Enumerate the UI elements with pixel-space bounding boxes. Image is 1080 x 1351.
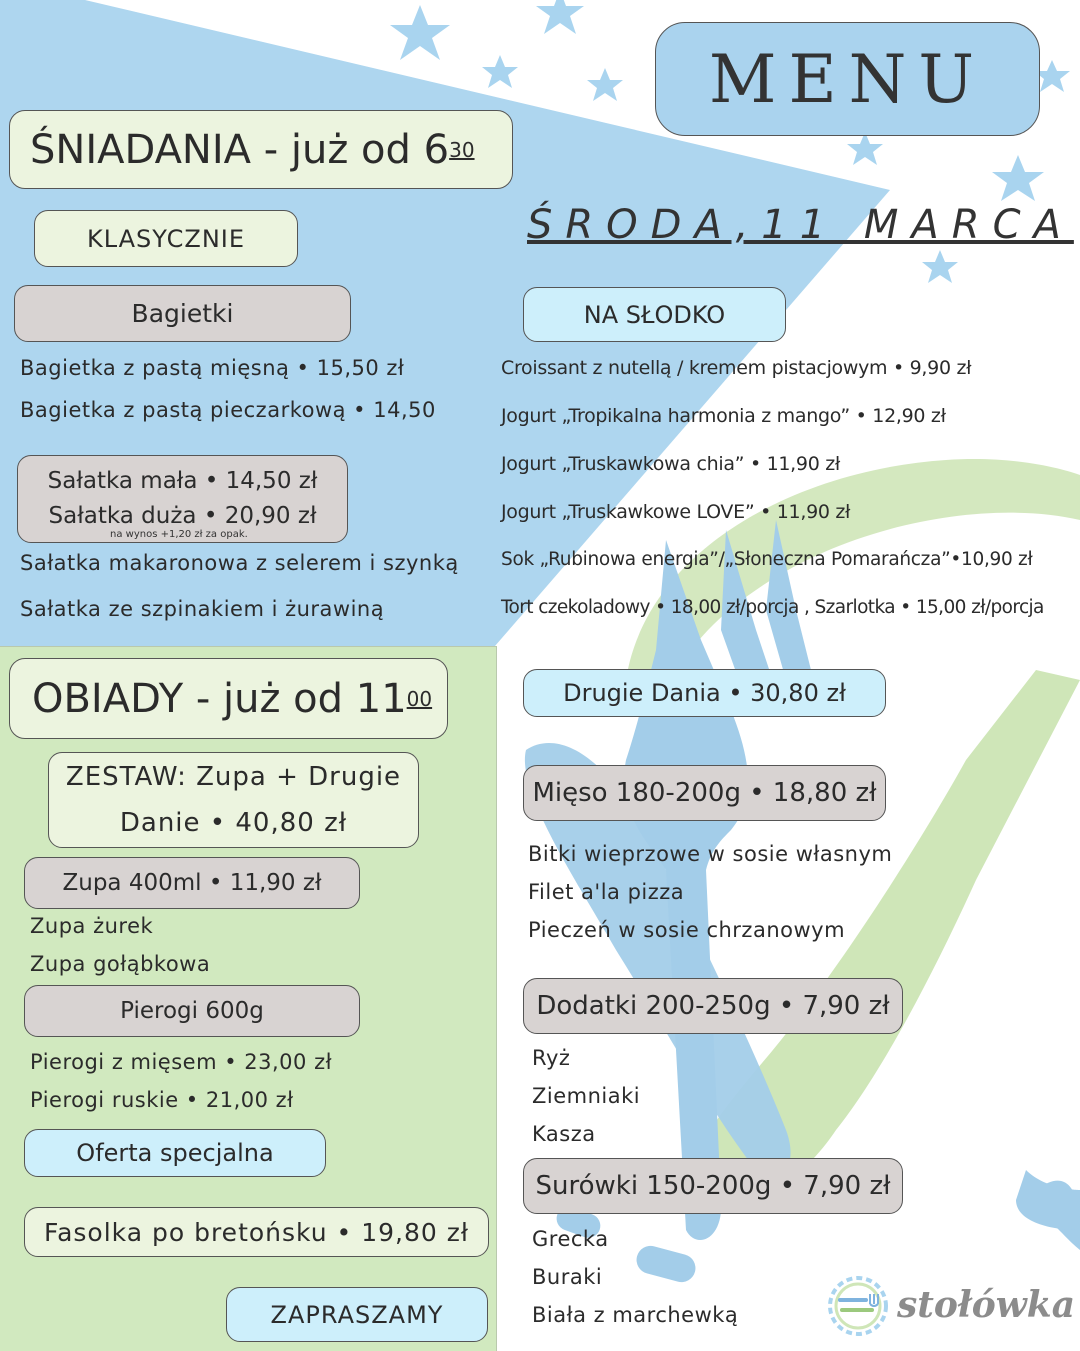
sweet-item-2: Jogurt „Tropikalna harmonia z mango” • 12,90 zł — [501, 405, 946, 427]
sweet-item-3: Jogurt „Truskawkowa chia” • 11,90 zł — [501, 453, 840, 475]
sweet-item-1: Croissant z nutellą / kremem pistacjowym • 9,90 zł — [501, 357, 972, 379]
sweet-item-6: Tort czekoladowy • 18,00 zł/porcja , Szarlotka • 15,00 zł/porcja — [501, 597, 1044, 618]
side-item-2: Ziemniaki — [532, 1084, 641, 1108]
soup-item-2: Zupa gołąbkowa — [30, 952, 211, 976]
baguettes-header: Bagietki — [131, 299, 234, 328]
pierogi-item-2: Pierogi ruskie • 21,00 zł — [30, 1088, 294, 1112]
meat-header-box — [523, 765, 886, 821]
meat-header: Mięso 180-200g • 18,80 zł — [532, 778, 877, 808]
salad-small: Sałatka mała • 14,50 zł — [47, 468, 318, 494]
date-heading: ŚRODA,11 MARCA — [527, 202, 1074, 248]
lunch-title: OBIADY - już od 11 — [32, 675, 407, 722]
brand-logo-icon — [826, 1274, 890, 1338]
classic-subtitle-box — [34, 210, 298, 267]
salad-item-1: Sałatka makaronowa z selerem i szynką — [20, 551, 459, 575]
lunch-time-minutes: 00 — [406, 686, 433, 711]
baguette-item-2: Bagietka z pastą pieczarkową • 14,50 — [20, 398, 436, 422]
sweet-item-5: Sok „Rubinowa energia”/„Słoneczna Pomarańcza”•10,90 zł — [501, 549, 1033, 570]
special-item: Fasolka po bretońsku • 19,80 zł — [44, 1217, 469, 1247]
pierogi-header-box — [24, 985, 360, 1037]
soup-header-box — [24, 857, 360, 909]
mains-header: Drugie Dania • 30,80 zł — [563, 679, 846, 707]
lunch-title-box — [9, 658, 448, 739]
side-item-3: Kasza — [532, 1122, 596, 1146]
special-offer-box — [24, 1129, 326, 1177]
set-offer-box — [48, 752, 419, 848]
salad-item-2: Sałatka ze szpinakiem i żurawiną — [20, 597, 385, 621]
baguette-item-1: Bagietka z pastą mięsną • 15,50 zł — [20, 356, 405, 380]
raw-salad-item-1: Grecka — [532, 1227, 609, 1251]
raw-salads-header-box — [523, 1158, 903, 1214]
sweet-header-box — [523, 287, 786, 342]
salad-large: Sałatka duża • 20,90 zł — [48, 503, 317, 529]
closing-box — [226, 1287, 488, 1342]
pierogi-item-1: Pierogi z mięsem • 23,00 zł — [30, 1050, 333, 1074]
sweet-header: NA SŁODKO — [583, 300, 726, 329]
special-item-box — [24, 1207, 489, 1257]
breakfast-time-minutes: 30 — [449, 137, 475, 162]
raw-salad-item-2: Buraki — [532, 1265, 603, 1289]
meat-item-1: Bitki wieprzowe w sosie własnym — [528, 842, 893, 866]
mains-header-box — [523, 669, 886, 717]
breakfast-title: ŚNIADANIA - już od 6 — [30, 126, 450, 173]
menu-title: MENU — [708, 40, 987, 118]
baguettes-header-box — [14, 285, 351, 342]
soup-header: Zupa 400ml • 11,90 zł — [62, 870, 322, 896]
menu-title-box — [655, 22, 1040, 136]
meat-item-3: Pieczeń w sosie chrzanowym — [528, 918, 846, 942]
soup-item-1: Zupa żurek — [30, 914, 154, 938]
sweet-item-4: Jogurt „Truskawkowe LOVE” • 11,90 zł — [501, 501, 851, 523]
side-item-1: Ryż — [532, 1046, 571, 1070]
brand-name: stołówka — [897, 1284, 1076, 1326]
breakfast-title-box — [9, 110, 513, 189]
salad-note: na wynos +1,20 zł za opak. — [110, 529, 248, 540]
closing-text: ZAPRASZAMY — [270, 1300, 444, 1329]
raw-salad-item-3: Biała z marchewką — [532, 1303, 739, 1327]
set-offer-line2: Danie • 40,80 zł — [119, 808, 348, 838]
classic-subtitle: KLASYCZNIE — [86, 224, 246, 253]
raw-salads-header: Surówki 150-200g • 7,90 zł — [535, 1171, 891, 1201]
sides-header: Dodatki 200-250g • 7,90 zł — [536, 991, 890, 1021]
special-offer-header: Oferta specjalna — [76, 1139, 274, 1167]
sides-header-box — [523, 978, 903, 1034]
meat-item-2: Filet a'la pizza — [528, 880, 685, 904]
pierogi-header: Pierogi 600g — [120, 998, 264, 1024]
set-offer-line1: ZESTAW: Zupa + Drugie — [65, 762, 402, 792]
